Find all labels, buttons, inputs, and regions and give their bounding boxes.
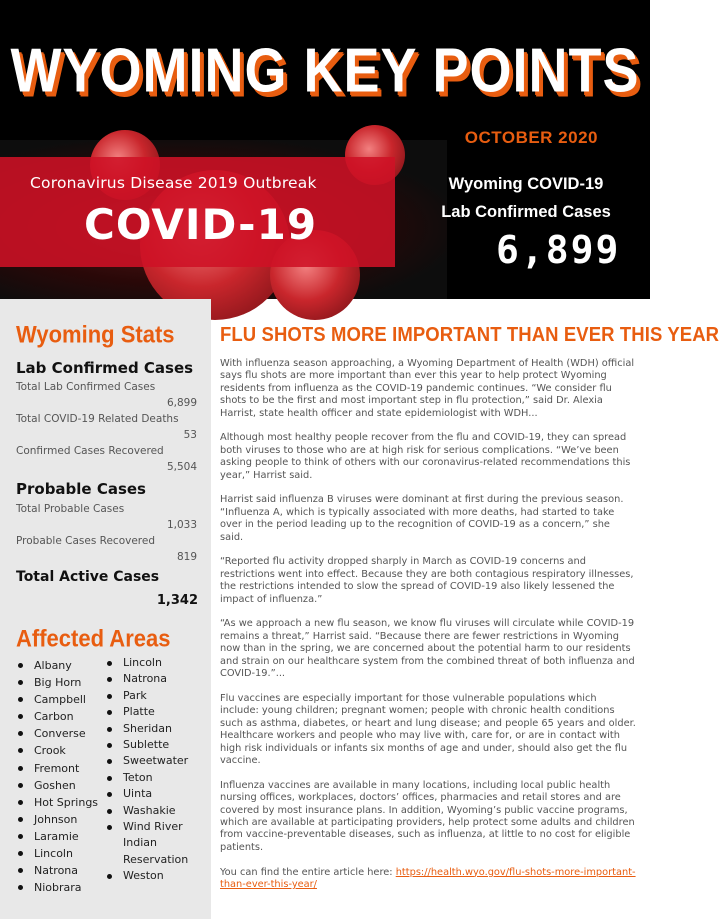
stats-heading: Wyoming Stats [16,321,175,348]
list-item: Niobrara [16,879,111,896]
article-paragraph: “As we approach a new flu season, we know flu viruses will circulate while COVID-19 remains a threat,” Harrist said. “Because there are fewer restrictions in Wyoming now than in the spring, we are concerned about the potential harm to our residents and strain on our healthcare system from the combined threat of both influenza and COVID-19.”... [220,618,635,680]
sidebar [0,299,211,919]
article-paragraph: Harrist said influenza B viruses were dominant at first during the previous season. “Influenza A, which is typically associated with more deaths, had started to take over in the period leading up to the recognition of COVID-19 as a concern,” she said. [220,494,624,543]
lab-confirmed-heading: Lab Confirmed Cases [16,359,194,377]
list-item: Uinta [105,786,209,802]
probable-label: Total Probable Cases [16,503,125,515]
recovered-value: 5,504 [166,461,197,473]
list-item: Campbell [16,691,111,708]
list-item: Natrona [105,671,209,687]
probable-recovered-label: Probable Cases Recovered [16,535,156,547]
list-item: Washakie [105,803,209,819]
cases-label [436,170,616,226]
list-item: Albany [16,657,111,674]
list-item: Converse [16,725,111,742]
list-item: Sweetwater [105,753,209,769]
article-body [220,358,636,904]
list-item: Lincoln [16,845,111,862]
cases-label-line-2: Lab Confirmed Cases [441,203,611,221]
page-title: WYOMING KEY POINTS [10,36,640,106]
cases-label-line-1: Wyoming COVID-19 [448,175,604,193]
hero-image [0,140,447,299]
list-item: Park [105,688,209,704]
probable-heading: Probable Cases [16,480,146,498]
hero-title: COVID-19 [84,200,318,249]
list-item: Weston [105,868,209,884]
article-paragraph: “Reported flu activity dropped sharply in March as COVID-19 concerns and restrictions went into effect. Because they are both contagious respiratory illnesses, the restrictions intended to slow the spread of COVID-19 also likely lessened the impact of influenza.” [220,556,634,605]
list-item: Fremont [16,760,111,777]
hero-subtitle: Coronavirus Disease 2019 Outbreak [30,174,317,192]
list-item: Sheridan [105,721,209,737]
probable-value: 1,033 [166,519,197,531]
article-paragraph: Influenza vaccines are available in many locations, including local public health nursing offices, workplaces, doctors’ offices, pharmacies and retail stores and are covered by most insurance plans. In addition, Wyoming’s public vaccine programs, which are available at participating providers, help protect some adults and children from vaccine-preventable diseases, such as influenza, at little to no cost for eligible patients. [220,779,635,853]
list-item: Lincoln [105,655,209,671]
list-item: Crook [16,742,111,759]
list-item: Carbon [16,708,111,725]
article-paragraph: With influenza season approaching, a Wyoming Department of Health (WDH) official says flu shots are more important than ever this year to help protect Wyoming residents from influenza as the COVID-19 pandemic continues. “We consider flu shots to be the first and most important step in flu protection,” said Dr. Alexia Harrist, state health officer and state epidemiologist with WDH... [220,358,635,419]
list-item: Johnson [16,811,111,828]
link-intro: You can find the entire article here: [220,866,396,878]
article-link[interactable]: https://health.wyo.gov/flu-shots-more-important-than-ever-this-year/ [220,866,636,890]
deaths-label: Total COVID-19 Related Deaths [16,413,179,425]
cases-total: 6,899 [496,228,621,272]
total-lab-label: Total Lab Confirmed Cases [16,381,156,393]
probable-recovered-value: 819 [176,551,197,563]
report-date: OCTOBER 2020 [464,128,598,147]
list-item: Goshen [16,777,111,794]
article-paragraph: Flu vaccines are especially important for those vulnerable populations which include: young children; pregnant women; people with chronic health conditions such as asthma, diabetes, or heart and lung disease; and people 65 years and older. Healthcare workers and people who may live with, care for, or are in contact with high risk individuals or infants six months of age and under, should also get the flu vaccine. [220,692,636,766]
list-item: Platte [105,704,209,720]
active-cases-value: 1,342 [156,593,198,608]
affected-areas-heading: Affected Areas [16,625,171,652]
total-lab-value: 6,899 [166,397,197,409]
article-paragraph: Although most healthy people recover from the flu and COVID-19, they can spread both viruses to those who are at high risk for serious complications. “We’ve been asking people to think of others with our coronavirus-related recommendations this year,” Harrist said. [220,432,631,481]
active-cases-label: Total Active Cases [16,569,160,585]
list-item: Natrona [16,862,111,879]
list-item: Hot Springs [16,794,111,811]
article-title: FLU SHOTS MORE IMPORTANT THAN EVER THIS YEAR [220,322,719,346]
list-item: Laramie [16,828,111,845]
list-item: Wind River Indian Reservation [105,819,209,868]
article-link-paragraph [220,867,636,892]
deaths-value: 53 [183,429,197,441]
list-item: Sublette [105,737,209,753]
list-item: Teton [105,770,209,786]
recovered-label: Confirmed Cases Recovered [16,445,164,457]
list-item: Big Horn [16,674,111,691]
affected-areas-list-2 [105,655,209,885]
affected-areas-list-1 [16,657,111,896]
header [0,0,650,299]
